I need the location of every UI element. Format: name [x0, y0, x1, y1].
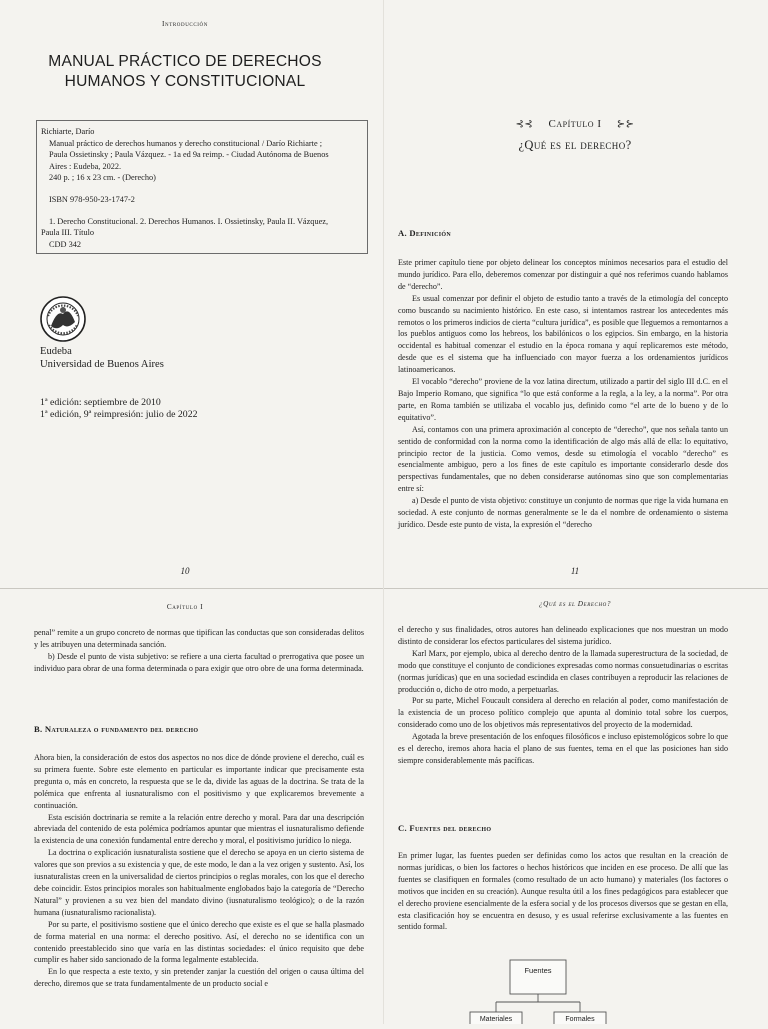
page11-body	[398, 257, 728, 531]
paragraph: La doctrina o explicación iusnaturalista sostiene que el derecho se apoya en un cierto sistema de valores que son previos a su existencia y que, de este modo, le dan a la vez origen y sustento. Así, los iusnaturalistas creen en la universalidad de ciertos principios o reglas morales, con los que el derecho debe coincidir. Estos principios morales son habitualmente englobados bajo la categoría de “Derecho Natural” y provienen a su vez bien del mandato divino (iusnaturalismo teológico); o de la razón humana (iusnaturalismo racionalista).	[34, 848, 364, 917]
cip-line: Aires : Eudeba, 2022.	[49, 161, 122, 171]
paragraph: b) Desde el punto de vista subjetivo: se refiere a una cierta facultad o prerrogativa que posee un individuo para obrar de una forma determinada o para exigir que otro obre de una forma determinada.	[34, 651, 364, 673]
paragraph: Agotada la breve presentación de los enfoques filosóficos e incluso epistemológicos sobre lo que es el derecho, iremos ahora hacia el plano de sus fuentes, tema en el que las posiciones han sido siempre considerablemente más pacíficas.	[398, 732, 728, 765]
page13-body	[398, 850, 728, 933]
paragraph: penal” remite a un grupo concreto de normas que tipifican las conductas que son consideradas delitos y les atribuyen una determinada sanción.	[34, 628, 364, 649]
running-head-left: Introducción	[162, 20, 208, 28]
diagram-right-label: Formales	[565, 1016, 595, 1023]
paragraph: Por su parte, el positivismo sostiene que el único derecho que existe es el que se halla plasmado de forma material en una norma: el derecho positivo. Así, el derecho no se identifica con un contenido preestablecido sino que varía en las distintas sociedades: el único requisito que debe cumplir es haber sido sancionado de la forma legalmente establecida.	[34, 919, 364, 965]
book-title	[40, 52, 330, 92]
section-a-heading: A. Definición	[398, 228, 451, 238]
chapter-label: Capítulo I	[548, 118, 602, 130]
chapter-ornament-left-icon: ⊰⊰	[515, 119, 534, 130]
paragraph: El vocablo “derecho” proviene de la voz latina directum, utilizado a partir del siglo III d.C. en el Bajo Imperio Romano, que significa “lo que está conforme a la regla, a la ley, a la norma”. Por otra parte, en Roma también se utilizaba el vocablo jus, definido como “el arte de lo bueno y de lo equitativo”.	[398, 377, 728, 422]
cip-author: Richiarte, Darío	[41, 127, 95, 136]
paragraph: Karl Marx, por ejemplo, ubica al derecho dentro de la llamada superestructura de la sociedad, de modo que constituye el conjunto de condiciones expresadas como normas consuetudinarias o escritas (normas jurídicas) que en una sociedad escindida en clases contribuyen a reproducir las relaciones de producción o, dicho de otro modo, a perpetuarlas.	[398, 648, 728, 694]
cip-isbn: ISBN 978-950-23-1747-2	[49, 194, 135, 204]
spine-gutter	[383, 0, 384, 1024]
page12-body-top	[34, 627, 364, 675]
chapter-ornament-right-icon: ⊱⊱	[616, 119, 635, 130]
paragraph: a) Desde el punto de vista objetivo: constituye un conjunto de normas que rige la vida humana en sociedad. A este conjunto de normas generalmente se le da el nombre de ordenamiento o sistema jurídico. Desde este punto de vista, la expresión el “derecho	[398, 496, 728, 529]
cip-line: Paula III. Título	[41, 228, 95, 238]
cip-line: Paula Ossietinsky ; Paula Vázquez. - 1a ed 9a reimp. - Ciudad Autónoma de Buenos	[49, 150, 329, 160]
section-c-heading: C. Fuentes del derecho	[398, 823, 492, 833]
paragraph: En lo que respecta a este texto, y sin pretender zanjar la cuestión del origen o causa última del derecho, diremos que se trata fundamentalmente de un producto social e	[34, 967, 364, 989]
page-number-10: 10	[180, 566, 190, 576]
cip-subjects: 1. Derecho Constitucional. 2. Derechos Humanos. I. Ossietinsky, Paula II. Vázquez,	[49, 216, 329, 226]
page12-body	[34, 752, 364, 990]
edition-reprint: 1ª edición, 9ª reimpresión: julio de 2022	[40, 409, 198, 421]
section-b-heading: B. Naturaleza o fundamento del derecho	[34, 724, 199, 734]
cip-cdd: CDD 342	[49, 239, 82, 249]
cip-line: Manual práctico de derechos humanos y derecho constitucional / Darío Richiarte ;	[49, 138, 323, 148]
running-head-chapter: Capítulo I	[166, 603, 204, 611]
publisher-block	[40, 346, 164, 371]
paragraph: el derecho y sus finalidades, otros autores han delineado explicaciones que nos muestran un modo distinto de considerar los efectos particulares del sistema jurídico.	[398, 625, 728, 646]
diagram-root-label: Fuentes	[524, 966, 552, 975]
paragraph: Esta escisión doctrinaria se remite a la relación entre derecho y moral. Para dar una descripción abreviada del contenido de esta polémica podríamos apuntar que mientras el iusnaturalismo defiende la existencia de una conexión fundamental entre derecho y moral, el positivismo jurídico lo niega.	[34, 812, 364, 846]
edition-first: 1ª edición: septiembre de 2010	[40, 397, 161, 408]
sources-diagram	[440, 950, 640, 1024]
university-name: Universidad de Buenos Aires	[40, 358, 164, 370]
page-number-11: 11	[570, 566, 580, 576]
paragraph: Ahora bien, la consideración de estos dos aspectos no nos dice de dónde proviene el derecho, cuál es su primera fuente. Sobre este elemento en particular es importante indicar que precisamente esta pregunta o, más en concreto, la respuesta que se le da, divide las aguas de la doctrina. Se trata de la polémica que enfrenta al iusnaturalismo con el positivismo y que explicaremos brevemente a continuación.	[34, 753, 364, 810]
cip-line: 240 p. ; 16 x 23 cm. - (Derecho)	[49, 173, 156, 183]
page13-body-top	[398, 624, 728, 767]
cip-record	[41, 126, 363, 250]
publisher-name: Eudeba	[40, 346, 72, 357]
book-title-line-2: HUMANOS Y CONSTITUCIONAL	[64, 73, 306, 90]
paragraph: Es usual comenzar por definir el objeto de estudio tanto a través de la etimología del concepto como buscando su nacimiento histórico. En este caso, si intentamos rastrear los antecedentes más remotos o los primeros indicios de cierta “cultura jurídica”, es posible que lleguemos a remontarnos a los pueblos antiguos como los hebreos, los babilónicos o los egipcios. Sin embargo, en la historia occidental es habitual comenzar el estudio en la época romana y aquí replicaremos este método, desde que es el sistema que ha influenciado con mayor fuerza a los ordenamientos jurídicos latinoamericanos.	[398, 293, 728, 375]
spread-divider	[0, 588, 768, 589]
uba-seal-logo	[40, 296, 86, 342]
chapter-title: ¿Qué es el derecho?	[518, 138, 632, 152]
running-head-title: ¿Qué es el Derecho?	[538, 600, 612, 608]
paragraph: Por su parte, Michel Foucault considera al derecho en relación al poder, como manifestación de la existencia de un proceso político complejo que apunta al dominio total sobre los cuerpos, considerado como uno de los objetivos más representativos del proyecto de la modernidad.	[398, 696, 728, 730]
paragraph: Este primer capítulo tiene por objeto delinear los conceptos mínimos necesarios para el estudio del mundo jurídico. Para ello, deberemos comenzar por distinguir a qué nos referimos cuando hablamos de “derecho”.	[398, 258, 728, 291]
paragraph: Así, contamos con una primera aproximación al concepto de “derecho”, que nos señala tanto un sentido de conformidad con la norma como la identificación de algo más allá de ella: lo equitativo, principio rector de la justicia. Como vemos, desde su etimología el vocablo “derecho” es esencialmente ambiguo, pero a los fines de este capítulo es importante considerarlo desde dos perspectivas fundamentales, que no deben considerarse autónomas sino que son complementarias entre sí:	[398, 424, 728, 494]
paragraph: En primer lugar, las fuentes pueden ser definidas como los actos que resultan en la creación de normas jurídicas, o bien los factores o hechos históricos que inciden en ese proceso. De allí que las fuentes se clasifiquen en formales (como resultado de un acto humano) y materiales (los factores o motivos que inciden en su creación). Aunque resulta útil a los fines pedagógicos para establecer que el derecho proviene esencialmente de la esfera social y de los procesos diversos que se gestan en ella, esta clasificación hoy se encuentra en desuso, y es usual referirse exclusivamente a las fuentes en sentido formal.	[398, 851, 728, 932]
edition-block	[40, 397, 198, 422]
diagram-left-label: Materiales	[479, 1016, 513, 1023]
book-title-line-1: MANUAL PRÁCTICO DE DERECHOS	[48, 53, 322, 70]
chapter-heading	[396, 118, 754, 153]
